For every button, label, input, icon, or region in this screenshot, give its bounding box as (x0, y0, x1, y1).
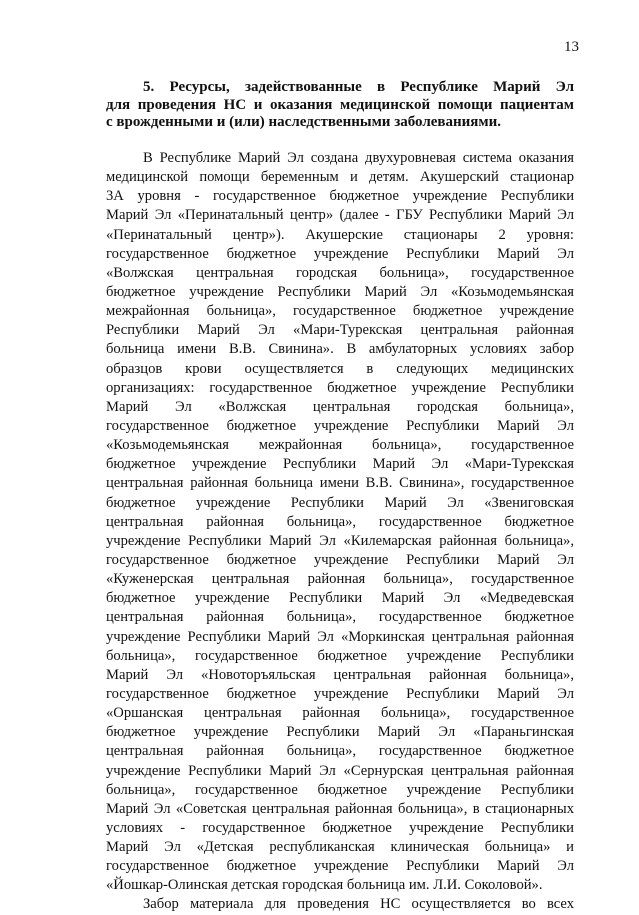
body-text (106, 149, 574, 915)
paragraph-1-line: Марий Эл «Перинатальный центр» (далее - ГБУ Республики Марий Эл (106, 207, 574, 224)
paragraph-1-line: организациях: государственное бюджетное учреждение Республики (106, 379, 574, 396)
paragraph-1-line: «Перинатальный центр»). Акушерские стационары 2 уровня: (106, 226, 574, 243)
heading-line: с врожденными и (или) наследственными заболеваниями. (106, 114, 502, 130)
paragraph-1-line: учреждение Республики Марий Эл «Моркинская центральная районная (106, 628, 574, 645)
paragraph-1-line: Республики Марий Эл «Мари-Турекская центральная районная (106, 322, 574, 339)
paragraph-1-line: Марий Эл «Волжская центральная городская больница», (106, 398, 574, 415)
paragraph-1-line: учреждение Республики Марий Эл «Килемарская районная больница», (106, 532, 574, 549)
paragraph-1-line: государственное бюджетное учреждение Республики Марий Эл (106, 245, 574, 262)
heading-line: для проведения НС и оказания медицинской помощи пациентам (106, 96, 574, 113)
paragraph-1-line: центральная районная больница», государственное бюджетное (106, 743, 574, 760)
paragraph-1-line: В Республике Марий Эл создана двухуровневая система оказания (143, 150, 574, 166)
paragraph-1-line: Марий Эл «Детская республиканская клиническая больница» и (106, 839, 574, 856)
paragraph-1-line: центральная районная больница имени В.В. Свинина», государственное (106, 475, 574, 492)
paragraph-1-line: «Куженерская центральная районная больница», государственное (106, 571, 574, 588)
paragraph-2-line: Забор материала для проведения НС осуществляется во всех (143, 896, 574, 913)
page-number: 13 (564, 39, 579, 55)
paragraph-1-line: Марий Эл «Новоторъяльская центральная районная больница», (106, 666, 574, 683)
paragraph-1-line: образцов крови осуществляется в следующих медицинских (106, 360, 574, 377)
paragraph-1-line: больница имени В.В. Свинина». В амбулаторных условиях забор (106, 341, 574, 358)
heading-line: 5. Ресурсы, задействованные в Республике Марий Эл (143, 79, 574, 95)
paragraph-1-line: «Козьмодемьянская межрайонная больница», государственное (106, 437, 574, 454)
section-heading (106, 79, 574, 132)
paragraph-1-line: 3А уровня - государственное бюджетное учреждение Республики (106, 188, 574, 205)
paragraph-1-line: бюджетное учреждение Республики Марий Эл «Параньгинская (106, 724, 574, 741)
paragraph-1-line: «Йошкар-Олинская детская городская больница им. Л.И. Соколовой». (106, 877, 543, 894)
paragraph-1-line: центральная районная больница», государственное бюджетное (106, 609, 574, 626)
paragraph-1-line: бюджетное учреждение Республики Марий Эл «Звениговская (106, 494, 574, 511)
paragraph-1-line: Марий Эл «Советская центральная районная больница», в стационарных (106, 800, 574, 817)
paragraph-1-line: центральная районная больница», государственное бюджетное (106, 513, 574, 530)
paragraph-1-line: бюджетное учреждение Республики Марий Эл «Мари-Турекская (106, 456, 574, 473)
paragraph-1-line: «Волжская центральная городская больница», государственное (106, 264, 574, 281)
paragraph-1-line: учреждение Республики Марий Эл «Сернурская центральная районная (106, 762, 574, 779)
paragraph-1-line: государственное бюджетное учреждение Республики Марий Эл (106, 417, 574, 434)
paragraph-1-line: больница», государственное бюджетное учреждение Республики (106, 647, 574, 664)
paragraph-1-line: государственное бюджетное учреждение Республики Марий Эл (106, 858, 574, 875)
paragraph-1-line: государственное бюджетное учреждение Республики Марий Эл (106, 551, 574, 568)
paragraph-1-line: больница», государственное бюджетное учреждение Республики (106, 781, 574, 798)
paragraph-1-line: «Оршанская центральная районная больница», государственное (106, 705, 574, 722)
paragraph-1-line: условиях - государственное бюджетное учреждение Республики (106, 819, 574, 836)
paragraph-1-line: межрайонная больница», государственное бюджетное учреждение (106, 303, 574, 320)
paragraph-1-line: государственное бюджетное учреждение Республики Марий Эл (106, 685, 574, 702)
paragraph-1-line: бюджетное учреждение Республики Марий Эл «Медведевская (106, 590, 574, 607)
paragraph-1-line: бюджетное учреждение Республики Марий Эл «Козьмодемьянская (106, 283, 574, 300)
paragraph-1-line: медицинской помощи беременным и детям. Акушерский стационар (106, 169, 574, 186)
